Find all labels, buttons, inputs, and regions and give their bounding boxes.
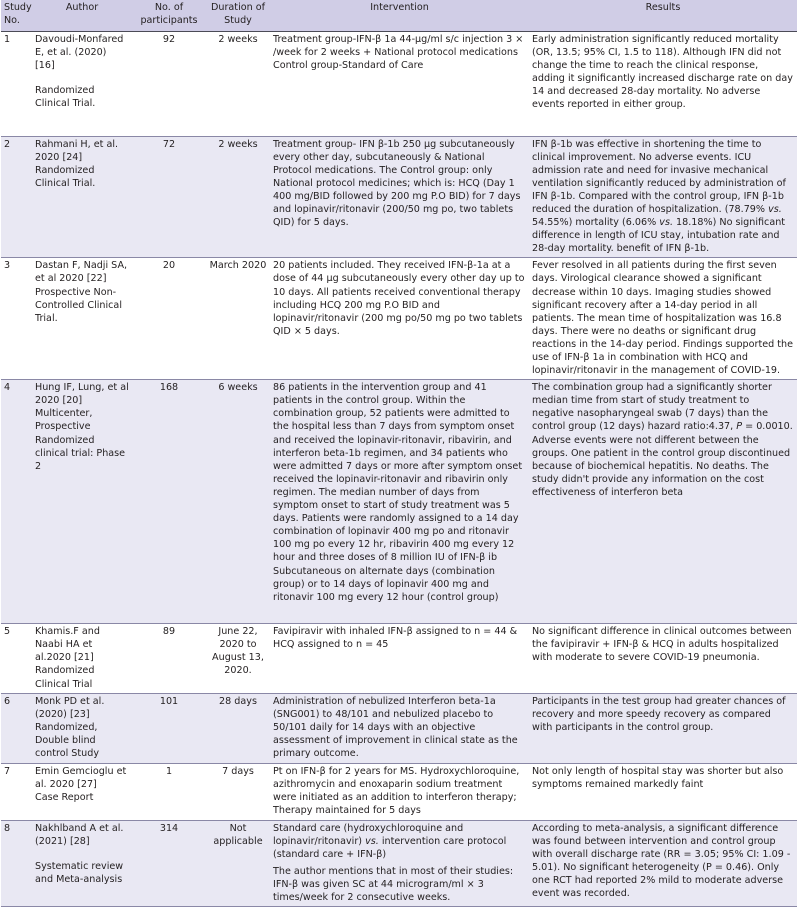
study-number: 6: [1, 693, 32, 763]
author-cell: [32, 693, 132, 763]
results-text: Not only length of hospital stay was shorter but also symptoms remained markedly faint: [529, 763, 797, 820]
study-number: 1: [1, 31, 32, 136]
table-row: [1, 763, 797, 820]
study-duration: 28 days: [206, 693, 270, 763]
author-cell: [32, 136, 132, 258]
study-design: Randomized, Double blind control Study: [35, 721, 100, 760]
table-row: [1, 624, 797, 693]
table-row: [1, 31, 797, 136]
author-name: Khamis.F and Naabi HA et al.2020 [21]: [35, 626, 100, 664]
header-intervention: Intervention: [270, 0, 529, 31]
table-row: [1, 380, 797, 624]
study-design: Case Report: [35, 791, 94, 803]
studies-table: [1, 0, 797, 907]
intervention-text: 86 patients in the intervention group and 41 patients in the control group. Within the combination group, 52 patients were admitted to the hospital less than 7 days from symptom onset and received the lopinavir-ritonavir, ribavirin, and interferon beta-1b regimen, and 34 patients who were admitted 7 days or more after symptom onset received the lopinavir-ritonavir and ribavirin only regimen. The median number of days from symptom onset to start of study treatment was 5 days. Patients were randomly assigned to a 14 day combination of lopinavir 400 mg po and ritonavir 100 mg po every 12 hr, ribavirin 400 mg every 12 hour and three doses of 8 million IU of IFN-β ib Subcutaneous on alternate days (combination group) or to 14 days of lopinavir 400 mg and ritonavir 100 mg every 12 hour (control group): [270, 380, 529, 624]
table-row: [1, 258, 797, 380]
intervention-text: Treatment group-IFN-β 1a 44-μg/ml s/c injection 3 × /week for 2 weeks + National protocol medications: [273, 33, 524, 58]
study-duration: 2 weeks: [206, 31, 270, 136]
author-name: Monk PD et al. (2020) [23]: [35, 695, 105, 720]
participants-count: 1: [132, 763, 206, 820]
results-text: IFN β-1b was effective in shortening the time to clinical improvement. No adverse events. ICU admission rate and need for invasive mechanical ventilation significantly reduced by administration of IFN β-1b. Compared with the control group, IFN β-1b reduced the duration of hospitalization. (78.79% vs. 54.55%) mortality (6.06% vs. 18.18%) No significant difference in length of ICU stay, intubation rate and 28-day mortality. benefit of IFN β-1b.: [529, 136, 797, 258]
study-design: Randomized Clinical Trial.: [35, 164, 96, 189]
intervention-text: Favipiravir with inhaled IFN-β assigned to n = 44 & HCQ assigned to n = 45: [270, 624, 529, 693]
study-number: 2: [1, 136, 32, 258]
intervention-text: Control group-Standard of Care: [273, 59, 424, 71]
author-cell: [32, 820, 132, 907]
intervention-cell: [270, 31, 529, 136]
results-text: According to meta-analysis, a significant difference was found between intervention and control group with overall discharge rate (RR = 3.05; 95% CI: 1.09 - 5.01). No significant heterogeneity (P = 0.46). Only one RCT had reported 2% mild to moderate adverse event was recorded.: [529, 820, 797, 907]
participants-count: 89: [132, 624, 206, 693]
intervention-text: Standard care (hydroxychloroquine and lopinavir/ritonavir) vs. intervention care protocol (standard care + IFN-β): [273, 822, 507, 860]
author-name: Hung IF, Lung, et al 2020 [20]: [35, 382, 129, 407]
table-header: [1, 0, 797, 31]
header-study-no: Study No.: [1, 0, 32, 31]
intervention-text: Administration of nebulized Interferon beta-1a (SNG001) to 48/101 and nebulized placebo to 50/101 daily for 14 days with an objective assessment of improvement in clinical state as the primary outcome.: [270, 693, 529, 763]
author-name: Nakhlband A et al. (2021) [28]: [35, 822, 124, 847]
author-cell: [32, 624, 132, 693]
author-cell: [32, 380, 132, 624]
participants-count: 168: [132, 380, 206, 624]
header-results: Results: [529, 0, 797, 31]
author-name: Davoudi-Monfared E, et al. (2020) [16]: [35, 33, 124, 71]
study-duration: 2 weeks: [206, 136, 270, 258]
study-duration: June 22, 2020 to August 13, 2020.: [206, 624, 270, 693]
intervention-text: The author mentions that in most of their studies: IFN-β was given SC at 44 microgram/ml × 3 times/week for 2 consecutive weeks.: [273, 865, 514, 904]
intervention-text: Pt on IFN-β for 2 years for MS. Hydroxychloroquine, azithromycin and enoxaparin sodium treatment were initiated as an addition to interferon therapy; Therapy maintained for 5 days: [270, 763, 529, 820]
author-cell: [32, 258, 132, 380]
study-design: Randomized Clinical Trial.: [35, 84, 96, 109]
study-duration: March 2020: [206, 258, 270, 380]
study-number: 7: [1, 763, 32, 820]
author-cell: [32, 763, 132, 820]
intervention-cell: [270, 820, 529, 907]
author-cell: [32, 31, 132, 136]
participants-count: 72: [132, 136, 206, 258]
participants-count: 92: [132, 31, 206, 136]
results-text: Fever resolved in all patients during the first seven days. Virological clearance showed a significant decrease within 10 days. Imaging studies showed significant recovery after a 14-day period in all patients. The mean time of hospitalization was 16.8 days. There were no deaths or significant drug reactions in the 14-day period. Findings supported the use of IFN-β 1a in combination with HCQ and lopinavir/ritonavir in the management of COVID-19.: [529, 258, 797, 380]
author-name: Dastan F, Nadji SA, et al 2020 [22]: [35, 260, 128, 285]
header-participants: No. of participants: [132, 0, 206, 31]
study-number: 5: [1, 624, 32, 693]
table-row: [1, 820, 797, 907]
results-text: The combination group had a significantly shorter median time from start of study treatment to negative nasopharyngeal swab (7 days) than the control group (12 days) hazard ratio:4.37, P = 0.0010. Adverse events were not different between the groups. One patient in the control group discontinued because of biochemical hepatitis. No deaths. The study didn't provide any information on the cost effectiveness of interferon beta: [529, 380, 797, 624]
results-text: Early administration significantly reduced mortality (OR, 13.5; 95% CI, 1.5 to 118). Although IFN did not change the time to reach the clinical response, adding it significantly increased discharge rate on day 14 and decreased 28-day mortality. No adverse events reported in either group.: [529, 31, 797, 136]
table-row: [1, 136, 797, 258]
study-design: Systematic review and Meta-analysis: [35, 860, 124, 885]
header-duration: Duration of Study: [206, 0, 270, 31]
table-row: [1, 693, 797, 763]
study-design: Randomized Clinical Trial: [35, 665, 95, 690]
participants-count: 101: [132, 693, 206, 763]
intervention-text: Treatment group- IFN β-1b 250 μg subcutaneously every other day, subcutaneously & National Protocol medications. The Control group: only National protocol medicines; which is: HCQ (Day 1 400 mg/BID followed by 200 mg P.O BID) for 7 days and lopinavir/ritonavir (200/50 mg po, two tablets QID) for 5 days.: [270, 136, 529, 258]
header-author: Author: [32, 0, 132, 31]
results-text: Participants in the test group had greater chances of recovery and more speedy recovery as compared with participants in the control group.: [529, 693, 797, 763]
study-duration: Not applicable: [206, 820, 270, 907]
study-design: Multicenter, Prospective Randomized clinical trial: Phase 2: [35, 408, 126, 472]
study-number: 3: [1, 258, 32, 380]
study-duration: 6 weeks: [206, 380, 270, 624]
study-design: Prospective Non-Controlled Clinical Trial.: [35, 286, 122, 324]
author-name: Emin Gemcioglu et al. 2020 [27]: [35, 765, 127, 790]
participants-count: 20: [132, 258, 206, 380]
intervention-text: 20 patients included. They received IFN-β-1a at a dose of 44 μg subcutaneously every other day up to 10 days. All patients received conventional therapy including HCQ 200 mg P.O BID and lopinavir/ritonavir (200 mg po/50 mg po two tablets QID × 5 days.: [270, 258, 529, 380]
author-name: Rahmani H, et al. 2020 [24]: [35, 138, 119, 163]
participants-count: 314: [132, 820, 206, 907]
study-duration: 7 days: [206, 763, 270, 820]
study-number: 8: [1, 820, 32, 907]
study-number: 4: [1, 380, 32, 624]
results-text: No significant difference in clinical outcomes between the favipiravir + IFN-β & HCQ in adults hospitalized with moderate to severe COVID-19 pneumonia.: [529, 624, 797, 693]
